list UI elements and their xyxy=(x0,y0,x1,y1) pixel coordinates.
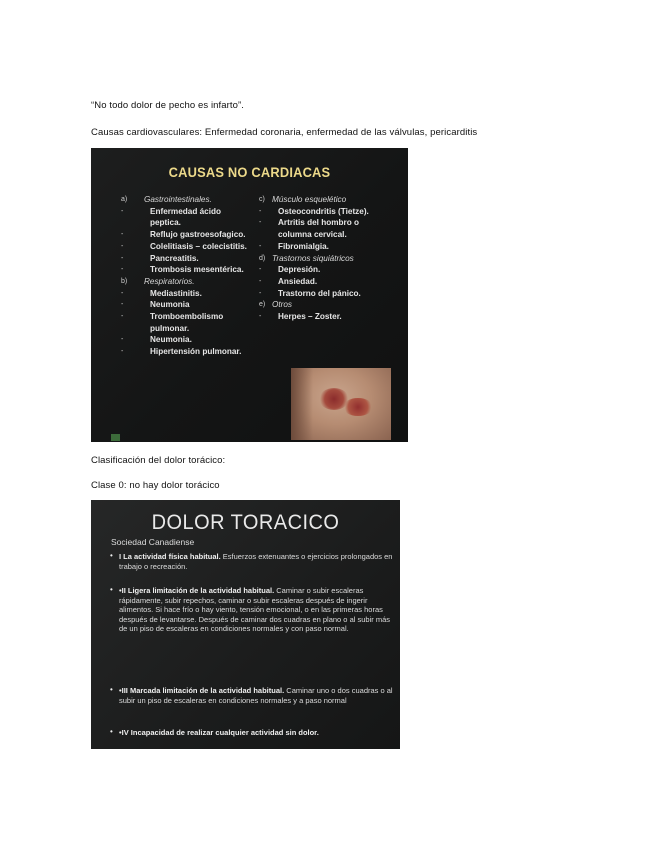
slide2-class-heading: I La actividad física habitual. xyxy=(119,552,221,561)
slide1-item-text: Herpes – Zoster. xyxy=(278,312,342,321)
slide1-item-marker: - xyxy=(121,254,124,262)
slide1-item-marker: - xyxy=(259,266,262,274)
slide1-item-text: Hipertensión pulmonar. xyxy=(150,347,242,357)
slide1-item-marker: - xyxy=(121,231,124,239)
slide-chest-pain-classification xyxy=(91,500,400,749)
document-line-quote: “No todo dolor de pecho es infarto”. xyxy=(91,100,245,111)
slide2-class-heading: •IV Incapacidad de realizar cualquier actividad sin dolor. xyxy=(119,728,319,737)
slide2-class-description: Caminar uno o dos cuadras o al subir un piso de escaleras en condiciones normales y a paso normal xyxy=(119,686,393,705)
slide1-item-text: Neumonia. xyxy=(150,335,192,345)
slide1-item-text: Ansiedad. xyxy=(278,276,318,286)
slide1-item-marker: a) xyxy=(121,196,128,203)
slide1-item-text: Neumonia xyxy=(150,300,190,310)
slide2-bullet: • xyxy=(110,551,113,560)
slide1-item-marker: - xyxy=(121,207,124,215)
slide2-class-paragraph xyxy=(119,728,395,738)
slide1-category-heading: Otros xyxy=(272,300,293,310)
slide1-item-text: Enfermedad ácido xyxy=(150,206,221,216)
slide1-item-text: Trombosis mesentérica. xyxy=(150,265,244,275)
slide1-item-text: Pancreatitis. xyxy=(150,253,199,263)
slide1-item-text: Reflujo gastroesofagico. xyxy=(150,230,246,240)
slide1-item-marker: b) xyxy=(121,277,128,285)
slide1-item-text: Artritis del hombro o xyxy=(278,218,359,228)
slide2-class-paragraph xyxy=(119,686,395,705)
slide2-title: DOLOR TORACICO xyxy=(151,511,340,534)
slide1-item-marker: - xyxy=(121,242,124,250)
slide1-item-marker: - xyxy=(259,313,262,320)
slide2-bullet: • xyxy=(110,685,113,694)
slide2-bullet: • xyxy=(110,585,113,594)
slide2-class-description: Caminar o subir escaleras rápidamente, subir repechos, caminar o subir escaleras después de ingerir alimentos. Si hace frío o hay viento, tensión emocional, o en las primeras horas después de levantarse. Después de caminar dos cuadras en plano o al subir más de un piso de escaleras en condiciones normales y con paso normal. xyxy=(119,586,390,634)
slide1-item-marker: - xyxy=(121,266,124,274)
slide2-class-paragraph xyxy=(119,586,395,634)
slide1-category-heading: Músculo esquelético xyxy=(272,195,347,204)
slide1-item-marker: c) xyxy=(259,196,265,203)
slide1-item-text: columna cervical. xyxy=(278,230,347,240)
slide1-item-marker: e) xyxy=(259,301,266,309)
slide1-item-text: peptica. xyxy=(150,218,181,228)
slide2-bullet: • xyxy=(110,727,113,736)
slide1-item-marker: - xyxy=(121,348,124,356)
slide1-title: CAUSAS NO CARDIACAS xyxy=(168,164,331,180)
slide1-item-text: Mediastinitis. xyxy=(150,288,202,298)
slide1-item-marker: - xyxy=(121,301,124,309)
slide1-item-marker: - xyxy=(121,289,124,297)
slide1-item-marker: - xyxy=(259,207,262,215)
slide1-item-text: Tromboembolismo xyxy=(150,312,224,321)
slide1-item-marker: - xyxy=(259,242,262,250)
slide1-item-text: Fibromialgia. xyxy=(278,241,329,251)
slide1-item-text: Colelitiasis – colecistitis. xyxy=(150,241,247,251)
document-line-cardiovascular-causes: Causas cardiovasculares: Enfermedad coronaria, enfermedad de las válvulas, pericarditis xyxy=(91,127,478,138)
slide-non-cardiac-causes xyxy=(91,148,408,442)
slide1-item-marker: - xyxy=(259,219,262,227)
document-line-class-zero: Clase 0: no hay dolor torácico xyxy=(91,480,220,491)
slide1-category-heading: Respiratorios. xyxy=(144,276,195,286)
slide2-class-paragraph xyxy=(119,552,395,571)
slide1-item-marker: - xyxy=(259,289,262,297)
slide1-category-heading: Trastornos siquiátricos xyxy=(272,253,354,263)
document-line-classification: Clasificación del dolor torácico: xyxy=(91,455,226,466)
slide1-item-marker: - xyxy=(259,277,262,285)
slide1-item-text: Depresión. xyxy=(278,265,321,275)
slide1-item-marker: - xyxy=(121,313,124,320)
slide1-item-text: pulmonar. xyxy=(150,323,190,333)
slide1-item-marker: d) xyxy=(259,254,266,262)
slide1-category-heading: Gastrointestinales. xyxy=(144,195,212,204)
slide2-subtitle: Sociedad Canadiense xyxy=(111,537,195,547)
herpes-zoster-photo xyxy=(291,368,391,440)
slide1-item-text: Osteocondritis (Tietze). xyxy=(278,206,369,216)
slide2-class-description: Esfuerzos extenuantes o ejercicios prolongados en trabajo o recreación. xyxy=(119,552,393,571)
slide2-class-heading: •III Marcada limitación de la actividad habitual. xyxy=(119,686,285,695)
slide1-item-marker: - xyxy=(121,336,124,344)
slide2-class-heading: •II Ligera limitación de la actividad habitual. xyxy=(119,586,275,595)
slide-corner-marker xyxy=(111,434,120,441)
slide1-item-text: Trastorno del pánico. xyxy=(278,288,361,298)
